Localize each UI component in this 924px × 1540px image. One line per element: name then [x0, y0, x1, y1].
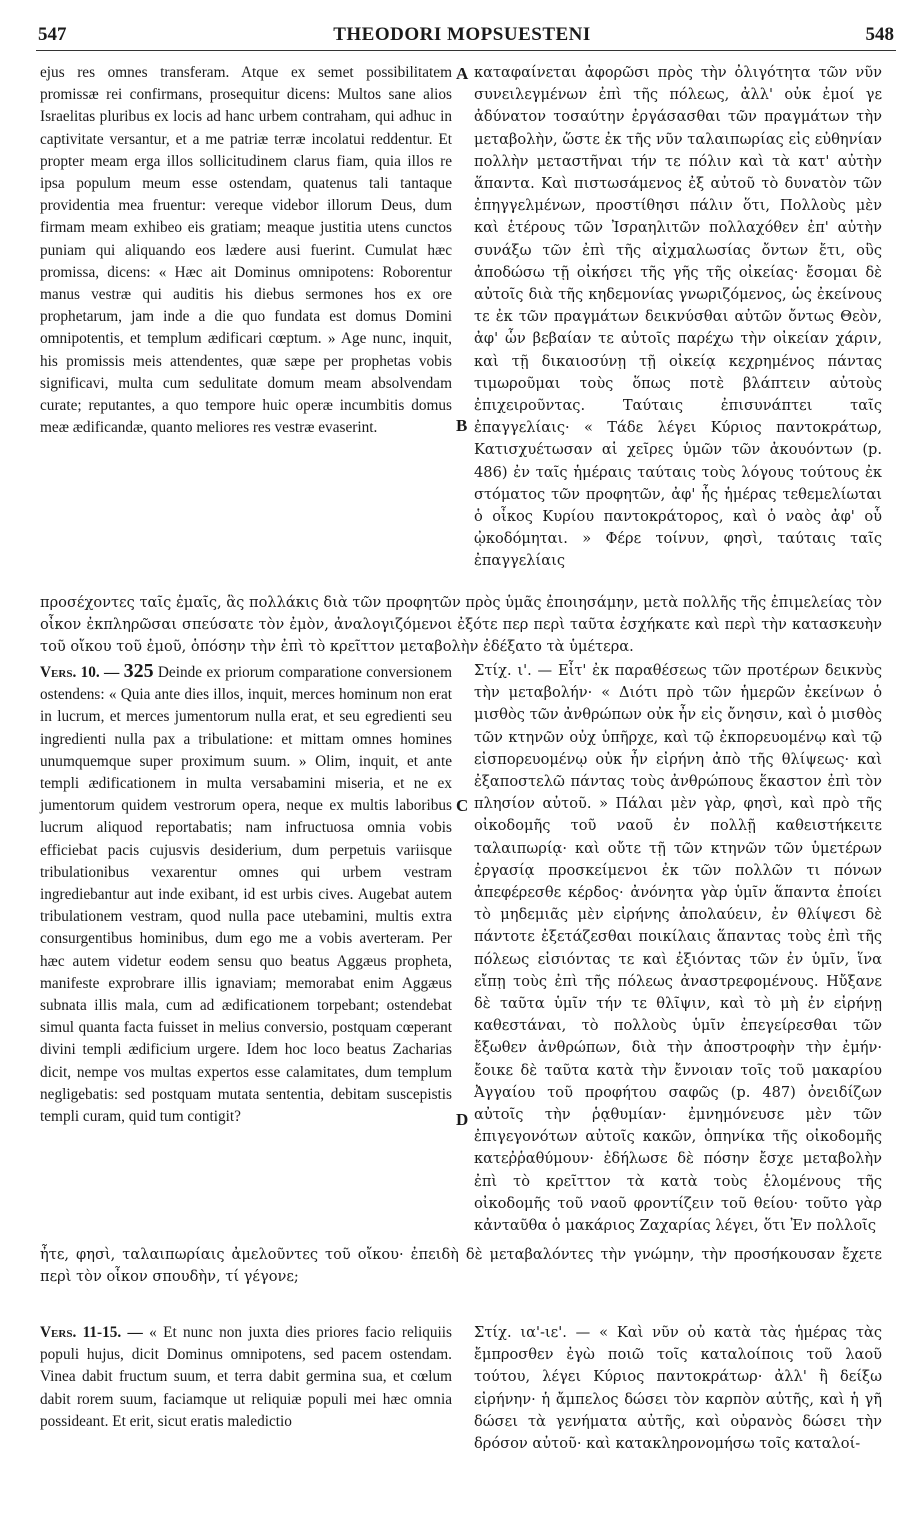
- greek-fullwidth-1: προσέχοντες ταῖς ἐμαῖς, ἃς πολλάκις διὰ τῶν προφητῶν πρὸς ὑμᾶς ἐποιησάμην, μετὰ πολλῆς τῆς ἐπιμελείας τὸν οἶκον ἐκπληρῶσαι σπεύσατε τὸν ἐμὸν, ἀναλογιζόμενοι ἐξότε περ περὶ ταῦτα ἐσχήκατε καὶ περὶ τὴν κατασκευὴν τοῦ οἴκου τοῦ ἐμοῦ, ὁπόσην τὴν ἐπὶ τὸ κρεῖττον μεταβολὴν ἐδέξατο τὰ ὑμέτερα.: [40, 594, 882, 656]
- stix-label: Στίχ. ια'-ιε'. —: [474, 1324, 591, 1341]
- page-number-left: 547: [38, 24, 67, 45]
- margin-marker-a: A: [456, 64, 469, 83]
- latin-column-2: [40, 660, 452, 1128]
- latin-paragraph: ejus res omnes transferam. Atque ex semet possibilitatem promissæ rei confirmans, prosequitur dicens: Multos sane alios Israelitas pluribus ex locis ad hanc urbem contraham, qui adhuc in captivitate versantur, et a me patriæ terræ incolatui reddentur. Et propter meam erga illos sollicitudinem clarus fiam, quia illos re ipsa populum meum esse ostendam, quatenus tali tantaque providentia mea fruentur: vereque videbor illorum Deus, dum firmam meam exhibeo eis gratiam; meaque justitia utens cunctos puniam qui aliquando eos lædere ausi fuerint. Cumulat hæc promissa, dicens: « Hæc ait Dominus omnipotens: Roborentur manus vestræ qui auditis his diebus sermones hos ex ore prophetarum, jam inde a die quo fundata est domus Domini omnipotentis, et templum ædificari cœptum. » Age nunc, inquit, his promissis meis attendentes, quæ sæpe per prophetas vobis significavi, multa cum sedulitate domum meam absolvendam curate; reputantes, a quo tempore huic operæ incumbitis domus meæ ædificandæ, quanto meliores res vestræ evaserint.: [40, 64, 452, 437]
- column-number: 325: [123, 660, 154, 682]
- greek-column-1: [474, 62, 882, 573]
- greek-text: « Καὶ νῦν οὐ κατὰ τὰς ἡμέρας τὰς ἔμπροσθεν ἐγὼ ποιῶ τοῖς καταλοίποις τοῦ λαοῦ τούτου, λέγει Κύριος παντοκράτωρ· ἀλλ' ἢ δείξω εἰρήνην· ἡ ἄμπελος δώσει τὸν καρπὸν αὐτῆς, καὶ ἡ γῆ δώσει τὰ γενήματα αὐτῆς, καὶ οὐρανὸς δώσει τὴν δρόσον αὐτοῦ· καὶ κατακληρονομήσω τοῖς καταλοί-: [474, 1324, 883, 1453]
- margin-marker-c: C: [456, 796, 469, 815]
- header-rule: [36, 50, 896, 51]
- greek-text: Εἶτ' ἐκ παραθέσεως τῶν προτέρων δεικνὺς τὴν μεταβολήν· « Διότι πρὸ τῶν ἡμερῶν ἐκείνων ὁ μισθὸς τῶν ἀνθρώπων οὐκ ἦν εἰς ὄνησιν, καὶ ὁ μισθὸς τῶν κτηνῶν οὐχ ὑπῆρχε, καὶ τῷ ἐκπορευομένῳ καὶ τῷ εἰσπορευομένῳ οὐκ ἦν εἰρήνη ἀπὸ τῆς θλίψεως· καὶ ἐξαποστελῶ πάντας τοὺς ἀνθρώπους ἕκαστον ἐπὶ τὸν πλησίον αὐτοῦ. » Πάλαι μὲν γὰρ, φησὶ, καὶ πρὸ τῆς οἰκοδομῆς τοῦ ναοῦ ἐν πολλῇ καθειστήκειτε ταλαιπωρίᾳ· καὶ οὔτε τῇ τῶν κτηνῶν τῶν ὑμετέρων ἐργασίᾳ προσκείμενοι ἐκ τῶν πολλῶν τι πόνων ἀπεφέρεσθε κέρδος· ἀνόνητα γὰρ ὑμῖν ἅπαντα ἐποίει τὸ μηδεμιᾶς μὲν εἰρήνης ἀπολαύειν, ἐν θλίψεσι δὲ πάντοτε ἐξετάζεσθαι ποικίλαις ἅπαντας τοὺς ἐπὶ τῆς πόλεως εἰσιόντας τε καὶ ἐξιόντας τῶν ἐν ὑμῖν, ἵνα εἴπῃ τοὺς ἐπὶ τῆς πόλεως ἀναστρεφομένους. Ηὔξανε δὲ ταῦτα ὑμῖν τήν τε θλῖψιν, καὶ τὸ μὴ ἐν εἰρήνῃ καθεστάναι, τὸ πολλοὺς ὑμῖν ἐπεγείρεσθαι τῶν ἔξωθεν ἀνθρώπων, διὰ τὴν ἀποστροφὴν τὴν ἐμήν· ἔοικε δὲ ταῦτα κατὰ τὴν ἔννοιαν τοῖς τοῦ μακαρίου Ἀγγαίου τοῦ προφήτου σαφῶς (p. 487) ὀνειδίζων αὐτοῖς τὴν ῥᾳθυμίαν· ἐμνημόνευσε μὲν τῶν ἐπιγεγονότων αὐτοῖς κακῶν, ὁπηνίκα τῆς οἰκοδομῆς κατεῤῥαθύμουν· ἐδήλωσε δὲ πόσην ἔσχε μεταβολὴν ἐπὶ τὸ κρεῖττον τὰ κατὰ τοὺς ἑλομένους τῆς οἰκοδομῆς τοῦ ναοῦ φροντίζειν τοῦ θείου· τοῦτο γὰρ κἀνταῦθα ὁ μακάριος Ζαχαρίας λέγει, ὅτι Ἐν πολλοῖς: [474, 662, 883, 1235]
- latin-paragraph: [40, 1322, 452, 1433]
- greek-paragraph: [474, 660, 882, 1237]
- verse-label: Vers. 11-15. —: [40, 1324, 143, 1341]
- latin-paragraph: [40, 660, 452, 1128]
- greek-column-3: [474, 1322, 882, 1455]
- verse-label: Vers. 10. —: [40, 664, 120, 681]
- page-number-right: 548: [865, 24, 894, 45]
- latin-text: Deinde ex priorum comparatione conversionem ostendens: « Quia ante dies illos, inquit, merces hominum non erat in lucrum, et merces jumentorum nulla erat, et seu egredienti seu ingredienti nulla pax a tribulatione: et mittam omnes homines unumquemque super proximum suum. » Olim, inquit, et ante templi ædificationem in multa versabamini miseria, et ne ex jumentorum quidem vestrorum opera, neque ex multis laboribus lucrum aliquod reportabatis; nam infructuosa omnia vobis efficiebat pacis cujusvis desiderium, dum perpetuis variisque tribulationibus vexarentur omnes qui urbem vestram ingrediebantur aut inde exibant, id est urbis cives. Augebat autem tribulationem vestram, quod nulla pace utebamini, multis extra consurgentibus hominibus, dum ego me a vobis averteram. Per hæc autem videtur eodem sensu quo beatus Aggæus propheta, manifeste exprobrare illis ignaviam; memorabat enim Aggæus subnata illis mala, cum ad ædificationem torpebant; ostendebat simul quanta facta fuisset in melius conversio, postquam cœperant divini templi ædificium urgere. Idem hoc loco beatus Zacharias dicit, nempe vos multas expertos esse calamitates, dum templum negligebatis: sed postquam mutata sententia, debitam suscepistis templi curam, quid tum contigit?: [40, 664, 452, 1126]
- greek-column-2: [474, 660, 882, 1237]
- page-header: [0, 0, 924, 45]
- greek-paragraph: καταφαίνεται ἀφορῶσι πρὸς τὴν ὀλιγότητα τῶν νῦν συνειλεγμένων ἐπὶ τῆς πόλεως, ἀλλ' οὐκ ἐμοί γε ἀδύνατον τοσαύτην ἐργάσασθαι τῶν πραγμάτων τὴν μεταβολὴν, ὥστε ἐκ τῆς νῦν ταλαιπωρίας εἰς εὐθηνίαν πολλὴν μεταστῆναι τήν τε πόλιν καὶ τὰ κατ' αὐτὴν ἅπαντα. Καὶ πιστωσάμενος ἐξ αὐτοῦ τὸ δυνατὸν τῶν ἐπηγγελμένων, προστίθησι πάλιν ὅτι, Πολλοὺς μὲν καὶ ἑτέρους τῶν Ἰσραηλιτῶν πολλαχόθεν ἐπ' αὐτὴν συνάξω τῶν ἐπὶ τῆς αἰχμαλωσίας ὄντων ἔτι, οὓς ἀποδώσω τῇ οἰκήσει τῆς γῆς τῆς οἰκείας· ἔσομαι δὲ αὐτοῖς διὰ τῆς κηδεμονίας γνωριζόμενος, ὡς ἐκείνους τε ἐκ τῶν πραγμάτων δεικνύσθαι αὐτῶν ὄντως Θεὸν, ἀφ' ὧν βεβαίαν τε αὐτοῖς παρέχω τὴν οἰκείαν χάριν, καὶ τῇ δικαιοσύνῃ τῇ οἰκείᾳ κεχρημένος πάντας τιμωροῦμαι τοὺς ὅπως ποτὲ βλάπτειν αὐτοὺς ἐπιχειροῦντας. Ταύταις ἐπισυνάπτει ταῖς ἐπαγγελίαις· « Τάδε λέγει Κύριος παντοκράτωρ, Κατισχυέτωσαν αἱ χεῖρες ὑμῶν τῶν ἀκουόντων (p. 486) ἐν ταῖς ἡμέραις ταύταις τοὺς λόγους τούτους ἐκ στόματος τῶν προφητῶν, ἀφ' ἧς ἡμέρας τεθεμελίωται ὁ οἶκος Κυρίου παντοκράτορος, καὶ ὁ ναὸς ἀφ' οὗ ᾠκοδόμηται. » Φέρε τοίνυν, φησὶ, ταύταις ταῖς ἐπαγγελίαις: [474, 64, 882, 570]
- greek-fullwidth-2: ἦτε, φησὶ, ταλαιπωρίαις ἀμελοῦντες τοῦ οἴκου· ἐπειδὴ δὲ μεταβαλόντες τὴν γνώμην, τὴν προσήκουσαν ἔχετε περὶ τὸν οἶκον σπουδὴν, τί γέγονε;: [40, 1246, 882, 1286]
- latin-column-3: [40, 1322, 452, 1433]
- running-title: THEODORI MOPSUESTENI: [333, 24, 591, 45]
- margin-marker-b: B: [456, 416, 468, 435]
- latin-text: « Et nunc non juxta dies priores facio reliquiis populi hujus, dicit Dominus omnipotens, sed pacem ostendam. Vinea dabit fructum suum, et terra dabit germina sua, et cœlum dabit rorem suum, faciamque ut reliquiæ populi mei hæc omnia possideant. Et erit, sicut eratis maledictio: [40, 1324, 452, 1430]
- latin-column-1: [40, 62, 452, 439]
- greek-paragraph: [474, 1322, 882, 1455]
- stix-label: Στίχ. ι'. —: [474, 662, 553, 679]
- margin-marker-d: D: [456, 1110, 469, 1129]
